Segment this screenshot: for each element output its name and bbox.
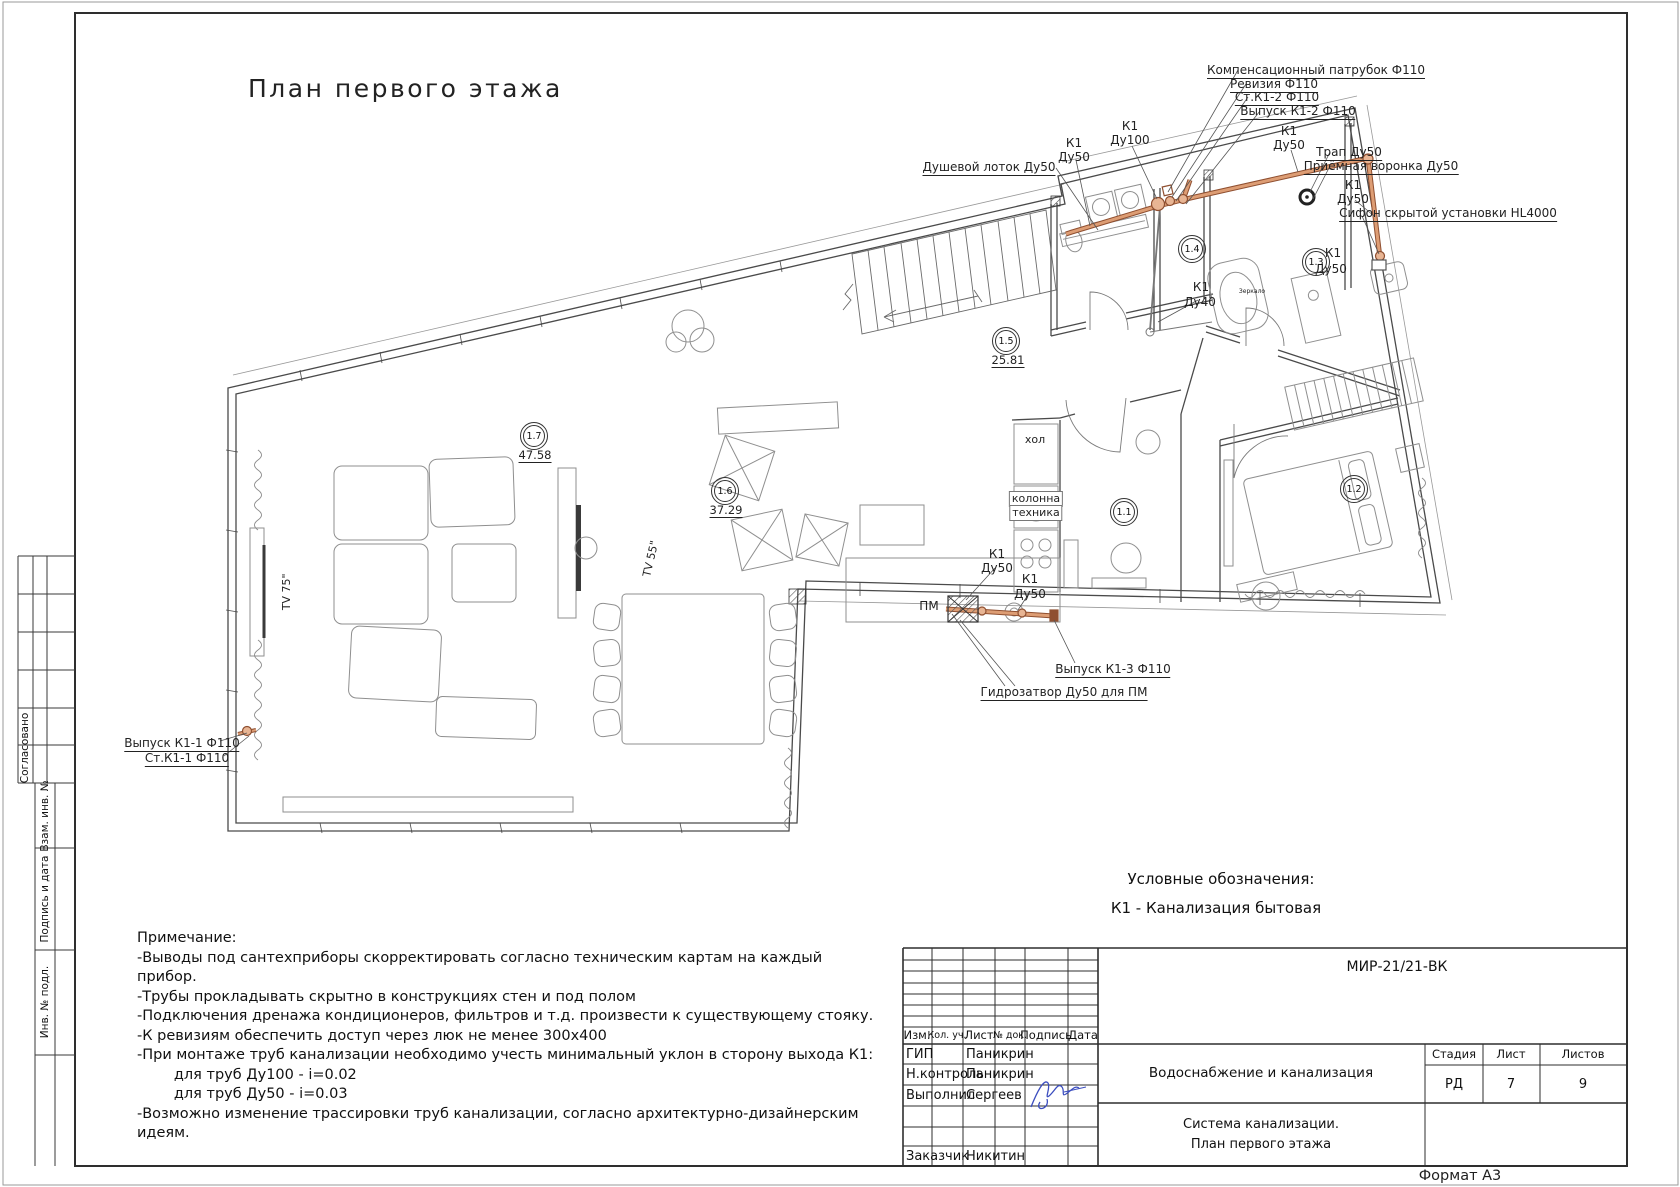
tb-sheets-label: Листов	[1561, 1047, 1605, 1061]
plan-annotation: Душевой лоток Ду50	[922, 160, 1056, 174]
tb-col-kol: Кол. уч.	[927, 1030, 967, 1041]
tb-sheet-label: Лист	[1496, 1047, 1526, 1061]
room-number-badge: 1.3	[1302, 248, 1330, 276]
plan-annotation: Ревизия Ф110	[1230, 77, 1318, 91]
drawing-title: План первого этажа	[248, 74, 563, 103]
signature	[1031, 1082, 1086, 1109]
tb-stage-label: Стадия	[1431, 1047, 1477, 1061]
tb-name-gip: Паникрин	[966, 1047, 1034, 1062]
plan-annotation: К1	[1344, 178, 1362, 192]
sidebar-label-approved: Согласовано	[19, 712, 31, 784]
tb-name-ncontrol: Паникрин	[966, 1067, 1034, 1082]
sidebar-label-inv-podl: Инв. № подл.	[39, 965, 51, 1039]
plan-annotation: TV 75"	[280, 573, 294, 611]
tb-col-list: Лист	[964, 1028, 994, 1042]
note-line: -Трубы прокладывать скрытно в конструкциях стен и под полом	[137, 988, 636, 1005]
plan-annotation: 47.58	[518, 448, 552, 462]
note-line: Примечание:	[137, 930, 237, 946]
sewage-pipes	[238, 158, 1380, 734]
plan-annotation: Ст.К1-1 Ф110	[144, 751, 230, 765]
room-number-badge: 1.2	[1340, 475, 1368, 503]
room-number-badge: 1.7	[520, 422, 548, 450]
room-number-badge: 1.4	[1178, 235, 1206, 263]
legend-item-k1: К1 - Канализация бытовая	[1110, 899, 1322, 917]
tb-name-executed: Сергеев	[966, 1088, 1022, 1103]
plan-annotation: Выпуск К1-3 Ф110	[1055, 662, 1171, 676]
tb-col-sign: Подпись	[1020, 1028, 1072, 1042]
plan-annotation: Выпуск К1-1 Ф110	[124, 736, 240, 750]
plan-annotation: ПМ	[919, 599, 939, 613]
note-line: -Выводы под сантехприборы скорректировать согласно техническим картам на каждый	[137, 949, 823, 966]
tb-sheet-name-1: Система канализации.	[1183, 1117, 1339, 1132]
staircase	[843, 210, 1056, 334]
plan-annotation: Выпуск К1-2 Ф110	[1240, 104, 1356, 118]
plan-annotation: К1	[1065, 136, 1083, 150]
sidebar-label-vzam-inv: Взам. инв. №	[39, 780, 51, 852]
plan-annotation: Зеркало	[1238, 288, 1266, 295]
room-number-badge: 1.6	[711, 477, 739, 505]
plan-annotation: Ду50	[1337, 192, 1369, 206]
plan-annotation: К1	[1021, 572, 1039, 586]
door-arcs	[1066, 292, 1288, 478]
plan-annotation: К1	[1192, 280, 1210, 294]
tb-role-ncontrol: Н.контроль	[906, 1067, 984, 1082]
exterior-ledges	[233, 96, 1452, 615]
plan-annotation: Трап Ду50	[1316, 145, 1382, 159]
plan-annotation: Сифон скрытой установки HL4000	[1339, 206, 1557, 220]
notes-block	[137, 929, 873, 1144]
format-label: Формат А3	[1418, 1168, 1502, 1184]
plan-annotation: 37.29	[709, 503, 743, 517]
plan-annotation: К1	[1324, 246, 1342, 260]
plan-annotation: техника	[1009, 505, 1062, 521]
legend-heading: Условные обозначения:	[1127, 870, 1315, 888]
note-line: прибор.	[137, 969, 197, 985]
plan-annotation: Ду50	[1014, 587, 1046, 601]
floor-plan-walls	[228, 108, 1440, 831]
tb-role-executed: Выполнил	[906, 1088, 976, 1103]
note-line: для труб Ду50 - i=0.03	[137, 1086, 348, 1102]
tb-sheet-value: 7	[1506, 1077, 1516, 1092]
wall-columns	[789, 117, 1354, 604]
plan-annotation: Ст.К1-2 Ф110	[1234, 90, 1320, 104]
note-line: -Подключения дренажа кондиционеров, фильтров и т.д. произвести к существующему стояку.	[137, 1008, 874, 1024]
tb-name-customer: Никитин	[966, 1149, 1026, 1164]
tb-role-customer: Заказчик	[906, 1149, 970, 1164]
plan-annotation: колонна	[1009, 491, 1063, 507]
plan-annotation: К1	[1280, 124, 1298, 138]
plan-annotation: Ду50	[981, 561, 1013, 575]
sidebar-label-podpis-data: Подпись и дата	[39, 855, 51, 943]
plan-annotation: 25.81	[991, 353, 1025, 367]
note-line: -При монтаже труб канализации необходимо учесть минимальный уклон в сторону выхода К1:	[137, 1047, 874, 1063]
room-number-badge: 1.5	[992, 327, 1020, 355]
tb-project-name: Водоснабжение и канализация	[1148, 1065, 1374, 1081]
note-line: для труб Ду100 - i=0.02	[137, 1066, 357, 1083]
plan-annotation: Приёмная воронка Ду50	[1303, 159, 1459, 173]
plan-annotation: Ду50	[1273, 138, 1305, 152]
wall-ticks	[226, 261, 1360, 833]
plan-annotation: К1	[1121, 119, 1139, 133]
tb-sheets-value: 9	[1578, 1077, 1588, 1092]
furniture	[250, 184, 1424, 812]
plan-annotation: Ду40	[1184, 295, 1216, 309]
room-number-badge: 1.1	[1110, 498, 1138, 526]
plan-annotation: Гидрозатвор Ду50 для ПМ	[980, 685, 1148, 699]
plan-annotation: Ду50	[1315, 262, 1347, 276]
plan-annotation: TV 55"	[640, 539, 662, 579]
tb-col-izm: Изм.	[903, 1028, 931, 1042]
tb-sheet-name-2: План первого этажа	[1190, 1137, 1332, 1152]
plan-annotation: Ду100	[1110, 133, 1150, 147]
tb-doc-number: МИР-21/21-ВК	[1346, 959, 1448, 975]
plan-annotation: Компенсационный патрубок Ф110	[1207, 63, 1425, 77]
note-line: -Возможно изменение трассировки труб канализации, согласно архитектурно-дизайнерским	[137, 1105, 859, 1122]
plan-annotation: К1	[988, 547, 1006, 561]
tb-col-date: Дата	[1068, 1028, 1098, 1042]
note-line: идеям.	[137, 1125, 190, 1141]
note-line: -К ревизиям обеспечить доступ через люк не менее 300x400	[137, 1027, 607, 1044]
drain-lines	[1146, 206, 1212, 336]
plan-annotation: Ду50	[1058, 150, 1090, 164]
tb-role-gip: ГИП	[906, 1047, 934, 1062]
tb-col-doc: № док.	[992, 1030, 1028, 1041]
tb-stage-value: РД	[1445, 1077, 1463, 1092]
plan-annotation: хол	[1024, 433, 1046, 446]
